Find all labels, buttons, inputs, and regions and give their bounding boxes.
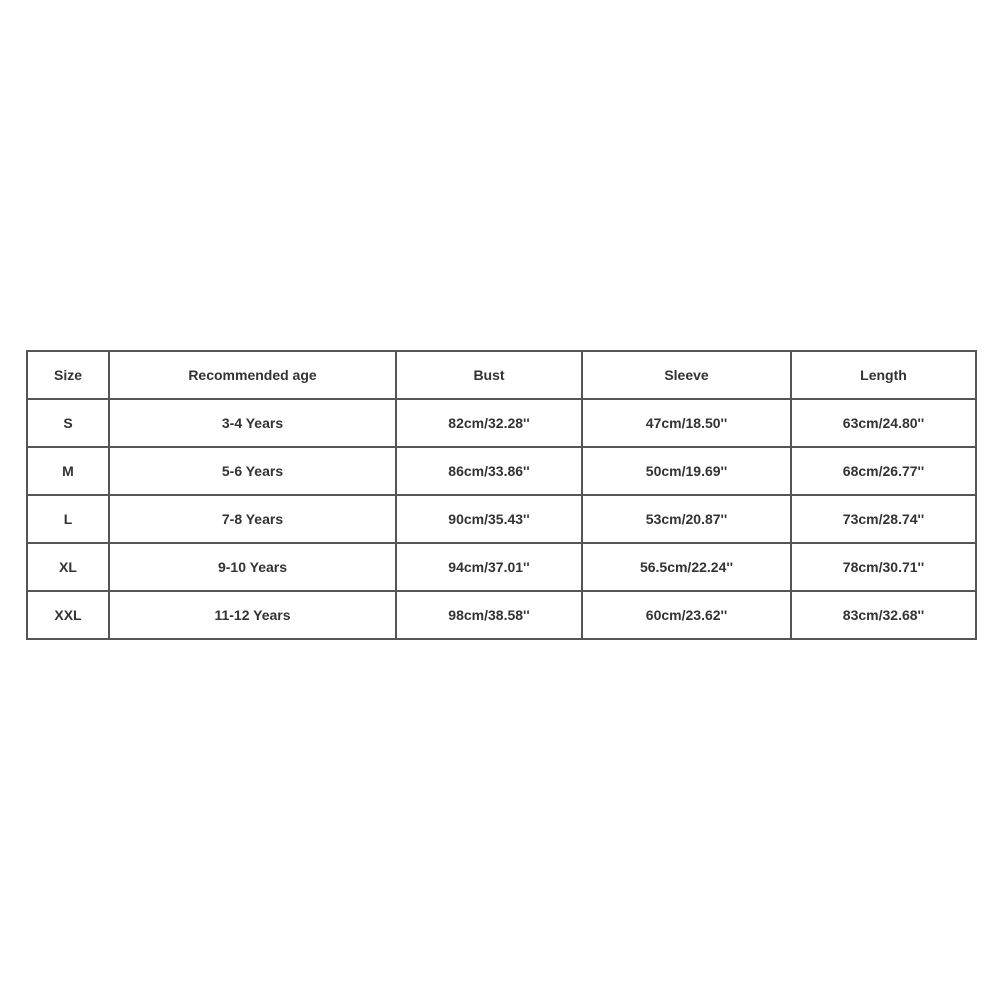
cell-bust: 98cm/38.58''	[396, 591, 582, 639]
cell-sleeve: 56.5cm/22.24''	[582, 543, 791, 591]
cell-size: S	[27, 399, 109, 447]
cell-length: 83cm/32.68''	[791, 591, 976, 639]
cell-length: 63cm/24.80''	[791, 399, 976, 447]
cell-size: M	[27, 447, 109, 495]
cell-recommended-age: 11-12 Years	[109, 591, 396, 639]
header-size: Size	[27, 351, 109, 399]
size-chart-table	[26, 350, 977, 640]
cell-recommended-age: 9-10 Years	[109, 543, 396, 591]
cell-bust: 90cm/35.43''	[396, 495, 582, 543]
cell-bust: 86cm/33.86''	[396, 447, 582, 495]
table-row	[27, 399, 976, 447]
cell-recommended-age: 3-4 Years	[109, 399, 396, 447]
table-row	[27, 543, 976, 591]
cell-size: XXL	[27, 591, 109, 639]
cell-length: 68cm/26.77''	[791, 447, 976, 495]
header-recommended-age: Recommended age	[109, 351, 396, 399]
cell-sleeve: 60cm/23.62''	[582, 591, 791, 639]
cell-sleeve: 47cm/18.50''	[582, 399, 791, 447]
cell-bust: 82cm/32.28''	[396, 399, 582, 447]
cell-length: 78cm/30.71''	[791, 543, 976, 591]
table-row	[27, 447, 976, 495]
cell-bust: 94cm/37.01''	[396, 543, 582, 591]
cell-size: XL	[27, 543, 109, 591]
table-row	[27, 495, 976, 543]
cell-sleeve: 50cm/19.69''	[582, 447, 791, 495]
header-bust: Bust	[396, 351, 582, 399]
cell-size: L	[27, 495, 109, 543]
table-header-row	[27, 351, 976, 399]
header-sleeve: Sleeve	[582, 351, 791, 399]
cell-sleeve: 53cm/20.87''	[582, 495, 791, 543]
table-row	[27, 591, 976, 639]
cell-recommended-age: 5-6 Years	[109, 447, 396, 495]
header-length: Length	[791, 351, 976, 399]
cell-length: 73cm/28.74''	[791, 495, 976, 543]
cell-recommended-age: 7-8 Years	[109, 495, 396, 543]
